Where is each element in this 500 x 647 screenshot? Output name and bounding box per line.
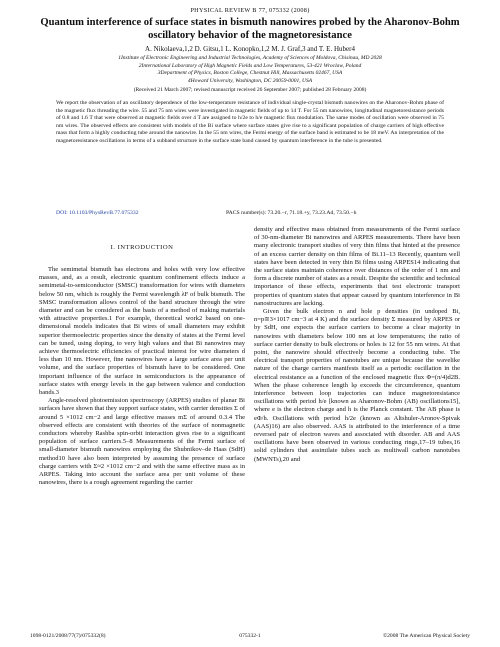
journal-header: PHYSICAL REVIEW B 77, 075332 (2008) [190, 7, 310, 14]
affiliations [30, 55, 470, 85]
left-column [39, 266, 245, 487]
affiliation-1: 1Institute of Electronic Engineering and Industrial Technologies, Academy of Sciences of Moldova, Chisinau, MD 2028 [118, 55, 382, 61]
page-number: 075332-1 [239, 633, 261, 639]
doi-link[interactable]: DOI: 10.1103/PhysRevB.77.075332 [56, 210, 139, 216]
paragraph: Angle-resolved photoemission spectroscopy (ARPES) studies of planar Bi surfaces have shown that they support surface states, with carrier densities Σ of around 5 ×1012 cm−2 and large effective masses mΣ of around 0.3.4 The observed effects are consistent with theories of the surface of nonmagnetic conductors whereby Rashba spin-orbit interaction gives rise to a significant population of surface carriers.5–8 Measurements of the Fermi surface of small-diameter bismuth nanowires employing the Shubnikov–de Haas (SdH) method10 have also been interpreted by assuming the presence of surface charge carriers with Σ≈2 ×1012 cm−2 and with the same effective mass as in ARPES. Taking into account the surface area per unit volume of these nanowires, there is a rough agreement regarding the carrier [39, 397, 245, 487]
author-list: A. Nikolaeva,1,2 D. Gitsu,1 L. Konopko,1,2 M. J. Graf,3 and T. E. Huber4 [145, 45, 355, 53]
doi-pacs-row [56, 210, 444, 217]
paper-title: Quantum interference of surface states in bismuth nanowires probed by the Aharonov-Bohm oscillatory behavior of the magnetoresistance [40, 17, 460, 41]
paragraph: The semimetal bismuth has electrons and holes with very low effective masses, and, as a result, electronic quantum confinement effects induce a semimetal-to-semiconductor (SMSC) transformation for wires with diameters below 50 nm, which is roughly the Fermi wavelength λF of bulk bismuth. The SMSC transformation allows control of the band structure through the wire diameter and can be considered as the basis of a method of making materials with attractive properties.1 For example, theoretical work2 based on one-dimensional models indicates that Bi wires of small diameters may exhibit superior thermoelectric properties since the density of states at the Fermi level can be tuned, using doping, to very high values and that Bi nanowires may achieve thermoelectric efficiencies of practical interest for wire diameters d less than 10 nm. However, fine nanowires have a large surface area per unit volume, and the surface properties of bismuth have to be considered. One important influence of the surface in semiconductors is the appearance of surface states with energy levels in the gap between valence and conduction bands.3 [39, 266, 245, 397]
paragraph: density and effective mass obtained from measurements of the Fermi surface of 30-nm-diameter Bi nanowires and ARPES measurements. There have been many electronic transport studies of very thin films that hinted at the presence of an excess carrier density on thin films of Bi.11–13 Recently, quantum well states have been detected in very thin Bi films using ARPES14 indicating that the surface states maintain coherence over distances of the order of 1 nm and form a discrete number of states as a result. Despite the scientific and technical importance of these effects, experiments that test electronic transport properties of quantum states that appear caused by quantum interference in Bi nanostructures are lacking. [254, 226, 460, 307]
received-dates: (Received 21 March 2007; revised manuscript received 26 September 2007; published 28 February 2008) [133, 87, 367, 93]
pacs-numbers: PACS number(s): 73.20.−r, 71.18.+y, 73.23.Ad, 73.50.−h [226, 210, 357, 216]
section-heading: I. INTRODUCTION [110, 244, 174, 251]
affiliation-3: 3Department of Physics, Boston College, Chestnut Hill, Massachusetts 02467, USA [157, 70, 343, 77]
copyright-notice: ©2008 The American Physical Society [382, 633, 470, 639]
affiliation-4: 4Howard University, Washington, DC 20059-0001, USA [187, 77, 313, 84]
paragraph: Given the bulk electron n and hole p densities (in undoped Bi, n=p≅3×1017 cm−3 at 4 K) and the surface density Σ measured by ARPES or by SdH, one expects the surface carriers to become a clear majority in nanowires with diameters below 100 nm at low temperatures; the ratio of surface carrier density to bulk electrons or holes is 12 for 55 nm wires. At that point, the nanowire should effectively become a conducting tube. The electrical transport properties of nanotubes are unique because the wavelike nature of the charge carriers manifests itself as a periodic oscillation in the electrical resistance as a function of the enclosed magnetic flux Φ=(π/4)d2B. When the phase coherence length lφ exceeds the circumference, quantum interference between loop trajectories can induce magnetoresistance oscillations with period h/e [known as Aharonov-Bohm (AB) oscillations15], where e is the electron charge and h is the Planck constant. The AB phase is eΦ/h. Oscillations with period h/2e (known as Altshuler-Aronov-Spivak (AAS)16) are also observed. AAS is attributed to the interference of a time reversed pair of electron waves and associated with disorder. AB and AAS oscillations have been observed in various conducting rings,17–19 tubes,16 solid cylinders that assimilate tubes such as multiwall carbon nanotubes (MWNTs),20 and [254, 308, 460, 463]
abstract: We report the observation of an oscillatory dependence of the low-temperature resistance of individual single-crystal bismuth nanowires on the Aharonov-Bohm phase of the magnetic flux threading the wire. 55 and 75 nm wires were investigated in magnetic fields of up to 14 T. For 55 nm nanowires, longitudinal magnetoresistance periods of 0.8 and 1.6 T that were observed at magnetic fields over 4 T are assigned to h/2e to h/e magnetic flux modulation. The same modes of oscillation were observed in 75 nm wires. The observed effects are consistent with models of the Bi surface where surface states give rise to a significant population of charge carriers of high effective mass that form a highly conducting tube around the nanowire. In the 55 nm wires, the Fermi energy of the surface band is estimated to be 18 meV. An interpretation of the magnetoresistance oscillations in terms of a subband structure in the surface state band caused by quantum interference in the tube is presented. [56, 100, 444, 144]
right-column [254, 226, 460, 464]
issn-code: 1098-0121/2008/77(7)/075332(8) [30, 633, 106, 639]
affiliation-2: 2International Laboratory of High Magnetic Fields and Low Temperatures, 53-421 Wroclaw, Poland [138, 62, 362, 69]
